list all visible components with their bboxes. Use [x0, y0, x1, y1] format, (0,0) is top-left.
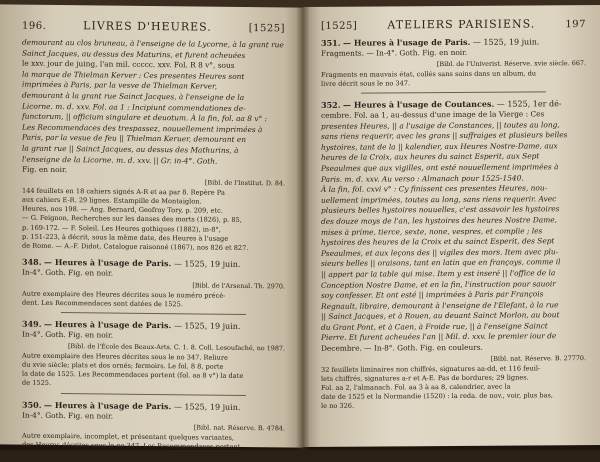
entry-description: In-4°. Goth. Fig. en noir.	[22, 410, 114, 421]
text-line: Pseaulmes que aux vigilles, ont esté nouuellement imprimées à	[321, 162, 559, 173]
entry-title: — Heures à l'usage de Paris.	[44, 399, 172, 411]
text-line: aux cahiers E-R. 29 lignes. Estampille de Montaiglon.	[22, 195, 202, 206]
entry-description: In-4°. Goth. Fig. en noir.	[22, 267, 114, 278]
text-line: lets chiffrés, signatures a-r et A-E. Pas de bordures; 29 lignes.	[321, 373, 529, 383]
text-line: Paris, par la vesue de feu || Thielman Keruer, demourant en	[22, 132, 246, 145]
text-line: hystoires des heures de la Croix et du sainct Esperit, des Sept	[321, 236, 555, 248]
text-line: Autre exemplaire des Heures décrites sous le numéro précé-	[22, 289, 226, 300]
text-line: de Rome. — A.-F. Didot, Catalogue raisonné (1867), nos 826 et 827.	[22, 241, 249, 252]
entry-351	[321, 36, 586, 89]
text-line: uellement imprimées, toutes au long, sans riens requerir. Avec	[321, 194, 557, 205]
text-line: heures de la Croix, aux heures du sainct Esperit, aux Sept	[321, 151, 540, 163]
right-page	[303, 5, 600, 447]
text-line: Conception Nostre Dame, et en la fin, l'instruction pour sauoir	[321, 278, 556, 290]
entry-date: — 1525, 1er dé-	[496, 99, 562, 109]
text-line: p. 151-223, à décrit, sous la même date, des Heures à l'usage	[22, 232, 229, 243]
text-line: 32 feuillets liminaires non chiffrés, signatures aa-dd, et 116 feuil-	[321, 364, 541, 374]
entry-title: — Heures à l'usage de Paris.	[343, 36, 471, 48]
divider	[61, 312, 245, 315]
entry-date: — 1525, 19 juin.	[173, 259, 241, 270]
entry-349	[22, 319, 285, 391]
text-line: des Heures décrites sous le no 347. Les Recommendaces portent	[22, 440, 241, 452]
left-running-head	[22, 19, 285, 35]
bib-reference: [Bibl. nat. Réserve. B. 27770.	[490, 353, 586, 363]
right-running-title: ATELIERS PARISIENS.	[387, 17, 536, 32]
text-line: Les Recommendaces des trespassez, nouuellement imprimées à	[22, 122, 263, 134]
text-line: cembre. Fol. aa 1, au-dessus d'une image de la Vierge : Ces	[321, 109, 545, 120]
text-line: Sainct Jacques, au dessus des Maturins, et furent acheuées	[22, 48, 246, 60]
entry-title: — Heures à l'usage de Paris.	[44, 257, 172, 269]
text-line: du Grant Pont, et à Caen, à Froide rue, || à l'enseigne Sainct	[321, 321, 548, 332]
text-line: des douze moys de l'an, les hystoires des heures Nostre Dame,	[321, 215, 557, 226]
text-line: de 1525.	[22, 378, 52, 388]
text-line: Autre exemplaire des Heures décrites sous le no 347. Reliure	[22, 351, 228, 362]
text-line: sans riens requerir, avec les grans || suffraiges et plusieurs belles	[321, 130, 568, 142]
text-line: la date de 1525. Les Recommendaces portent (fol. aa 8 v°) la date	[22, 369, 244, 381]
text-line: le xxv. jour de juing, l'an mil. ccccc. xxv. Fol. R 8 v°, sous	[22, 58, 235, 71]
text-line: || appert par la table qui mise. Item y est inseré || l'office de la	[321, 268, 556, 279]
entry-number: 350.	[22, 399, 42, 410]
entry-description: Fragments. — In-4°. Goth. Fig. en noir.	[321, 47, 468, 58]
entry-title: — Heures à l'usage de Paris.	[44, 319, 172, 331]
text-line: presentes Heures, || a l'usaige de Constances, || toutes au long,	[321, 119, 560, 131]
text-line: la grant rue || Sainct Jacques, au dessus des Mathurins, à	[22, 143, 239, 155]
text-line: du xvie siècle; plats et dos ornés; fermoirs. Le fol. 8 8, porte	[22, 360, 224, 371]
entry-number: 351.	[321, 37, 341, 48]
text-line: soy confesser. Et ont esté || imprimées à Paris par François	[321, 289, 544, 301]
text-line: livre décrit sous le no 347.	[321, 79, 411, 88]
text-line: demourant au clos bruneau, à l'enseigne de la Lycorne, à la grant rue	[22, 37, 284, 50]
right-bracket-year: [1525]	[321, 20, 358, 32]
text-line: Pseaulmes, et aux leçons des || vigiles des mors. Item avec plu-	[321, 246, 559, 258]
entry-heading	[321, 98, 586, 111]
text-line: imprimées à Paris, par la vesve de Thielman Kerver,	[22, 80, 218, 92]
text-line: Heures, nos 198. — Ang. Bernard, Geofroy Tory, p. 209, etc.	[22, 204, 223, 215]
text-line: Fol. aa 2, l'almanach. Fol. aa 3 à aa 8, calendrier, avec la	[321, 382, 511, 392]
text-line: mises à prime, tierce, sexte, none, vespres, et complie ; les	[321, 225, 543, 237]
entry-348	[22, 257, 285, 311]
text-line: date de 1525 et la Normandie (1520) : la reda. de nov., voir, plus bas,	[321, 391, 553, 402]
text-line: la date du no 349, la date de 1525.	[22, 450, 139, 460]
text-line: hystoires, tant de la || kalendier, aux Heures Nostre-Dame, aux	[321, 141, 558, 152]
entry-number: 348.	[22, 256, 42, 267]
text-line: Fig. en noir.	[22, 164, 68, 175]
text-line: Regnault, libraire, demourant à l'enseigne de l'Elefant, à la rue	[321, 299, 559, 311]
entry-number: 349.	[22, 318, 42, 329]
left-running-title: LIVRES D'HEURES.	[83, 19, 212, 34]
text-line: Autre exemplaire, incomplet, et présentant quelques variantes,	[22, 431, 235, 443]
bib-reference: [Bibl. de l'Univerist. Réserve. xvie siècle. 667.	[436, 58, 586, 68]
entry-date: — 1525, 19 juin.	[173, 321, 241, 332]
bib-reference: [Bibl. nat. Réserve. B. 4784.	[193, 423, 285, 433]
entry-date: — 1525, 19 juin.	[173, 401, 241, 412]
entry-title: — Heures à l'usage de Coutances.	[343, 98, 495, 110]
text-line: || Sainct Jacques, et à Rouen, au deuant Sainct Morlon, au bout	[321, 310, 560, 322]
left-bracket-year: [1525]	[248, 23, 285, 35]
entry-description: In-4°. Goth. Fig. en noir.	[22, 329, 114, 340]
entry-number: 352.	[321, 99, 341, 110]
text-line: Fragments en mauvais état, collés sans soins dans un album, du	[321, 69, 537, 79]
left-page	[0, 4, 303, 460]
divider	[61, 393, 245, 396]
text-line: sieurs belles || oraisons, tant en latin que en françoys, comme il	[321, 257, 561, 269]
text-line: dent. Les Recommendaces sont datées de 1525.	[22, 298, 183, 309]
text-line: plusieurs belles hystoires nouuelles, c'est assavoir les hystoires	[321, 204, 560, 216]
entry-date: — 1525, 19 juin.	[472, 37, 540, 47]
left-page-number: 196.	[22, 20, 47, 32]
book-gutter-shadow	[296, 0, 310, 450]
text-line: p. 169-172. — F. Soleil, Les Heures gothiques (1882), in-8°,	[22, 223, 221, 234]
right-page-number: 197	[565, 19, 586, 31]
bib-reference: [Bibl. de l'École des Beaux-Arts. C. 1. 8. Coll. Lesoufaché, no 1987.	[67, 341, 285, 353]
text-line: la marque de Thielman Kerver : Ces presentes Heures sont	[22, 69, 245, 81]
text-line: À la fin, fol. cxvi v° : Cy finissent ces presentes Heures, nou-	[321, 183, 548, 195]
text-line: l'enseigne de la Licorne. m. d. xxv. || Gr. in-4°. Goth.	[22, 154, 218, 166]
left-block-2	[22, 186, 285, 253]
text-line: Decembre. — In-8°. Goth. Fig. en couleurs.	[321, 342, 483, 353]
entry-350	[22, 399, 285, 462]
text-line: 144 feuillets en 18 cahiers signés A-R et aa par 8. Repère Pa	[22, 186, 225, 197]
bib-reference: [Bibl. de l'Institut. D. 84.	[204, 178, 285, 188]
text-line: le no 326.	[321, 402, 355, 411]
left-block-1	[22, 38, 285, 178]
divider	[361, 91, 547, 93]
bib-reference: [Bibl. de l'Arsenal. Th. 2970.	[192, 281, 285, 291]
text-line: Licorne. m. d. xxv. Fol. aa 1 : Incipiunt commendationes de-	[22, 101, 246, 113]
entry-352	[321, 98, 586, 412]
text-line: demourant à la grant rue Sainct Jacques, à l'enseigne de la	[22, 90, 245, 102]
text-line: functorum, || officium singulare et deuotum. À la fin, fol. aa 8 v° :	[22, 111, 268, 124]
text-line: Paris. m. d. xxv. Au verso : Almanach pour 1525-1540.	[321, 173, 524, 184]
text-line: Pierre. Et furent acheuées l'an || Mil. d. xxv. le premier iour de	[321, 331, 557, 343]
right-running-head	[321, 17, 586, 32]
text-line: — G. Feignon, Recherches sur les danses des morts (1826), p. 85,	[22, 213, 242, 225]
